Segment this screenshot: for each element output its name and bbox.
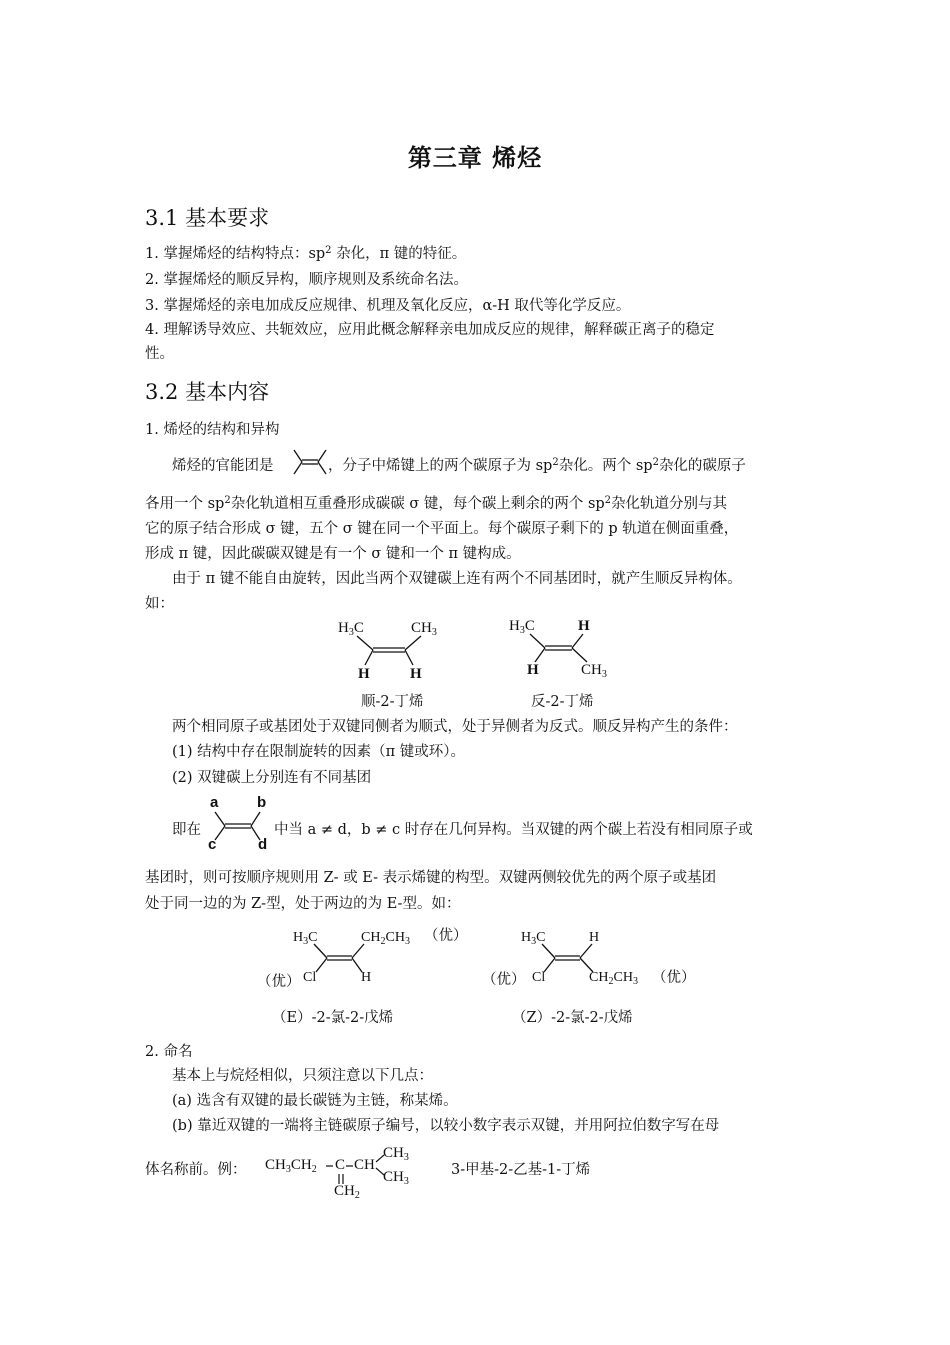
condition-1: (1) 结构中存在限制旋转的因素（π 键或环）。 (172, 744, 466, 760)
requirement-item-4-line1: 4. 理解诱导效应、共轭效应，应用此概念解释亲电加成反应的规律，解释碳正离子的稳定 (145, 322, 715, 338)
para-rotation-line2: 如： (145, 596, 174, 612)
example-ch2: $CH_2$ (334, 1183, 360, 1201)
para-sp2-line2: 各用一个 $sp^2$杂化轨道相互重叠形成碳碳 σ 键，每个碳上剩余的两个 $sp^2$杂化轨道分别与其 (145, 495, 728, 512)
requirement-item-3: 3. 掌握烯烃的亲电加成反应规律、机理及氧化反应，α-H 取代等化学反应。 (145, 298, 631, 314)
trans-h-right: H (578, 618, 590, 634)
abcd-b: b (257, 794, 267, 811)
cis-ch3: $CH_3$ (411, 620, 437, 638)
para-geometric-line3: 处于同一边的为 Z-型，处于两边的为 E-型。如： (145, 896, 461, 912)
para-geometric-a: 即在 (172, 822, 201, 838)
e-h: H (361, 970, 372, 985)
example-ch3-upper: $CH_3$ (383, 1145, 409, 1163)
trans-2-butene-label: 反-2-丁烯 (531, 694, 594, 710)
naming-rule-a: (a) 选含有双键的最长碳链为主链，称某烯。 (172, 1093, 458, 1109)
abcd-d: d (258, 836, 268, 853)
section-heading-3-1: 3.1 基本要求 (145, 206, 270, 230)
example-c: C (335, 1157, 346, 1173)
e-h3c: $H_3C$ (293, 930, 318, 947)
z-h: H (589, 930, 600, 945)
trans-h-left: H (527, 662, 539, 678)
z-priority-label-left: （优） (482, 972, 526, 988)
para-sp2-line4: 形成 π 键，因此碳碳双键是有一个 σ 键和一个 π 键构成。 (145, 546, 521, 562)
cis-2-butene-label: 顺-2-丁烯 (361, 694, 424, 710)
e-ch2ch3: $CH_2CH_3$ (361, 930, 410, 947)
condition-2: (2) 双键碳上分别连有不同基团 (172, 770, 372, 786)
para-sp2-line3: 它的原子结合形成 σ 键，五个 σ 键在同一个平面上。每个碳原子剩下的 p 轨道在侧面重叠， (145, 521, 739, 537)
naming-intro: 基本上与烷烃相似，只须注意以下几点： (172, 1068, 433, 1084)
para-functional-group-b: ，分子中烯键上的两个碳原子为 $sp^2$杂化。两个 $sp^2$杂化的碳原子 (328, 457, 746, 474)
e-cl: Cl (303, 970, 317, 985)
para-rotation-line1: 由于 π 键不能自由旋转，因此当两个双键碳上连有两个不同基团时，就产生顺反异构体。 (172, 571, 742, 587)
example-name: 3-甲基-2-乙基-1-丁烯 (451, 1162, 591, 1178)
e-priority-label-right: （优） (424, 928, 468, 944)
example-ch3ch2: $CH_3CH_2$ (265, 1157, 317, 1175)
abcd-c: c (208, 836, 217, 853)
para-geometric-line2: 基团时，则可按顺序规则用 Z- 或 E- 表示烯键的构型。双键两侧较优先的两个原子或基团 (145, 870, 717, 886)
para-cis-trans-definition: 两个相同原子或基团处于双键同侧者为顺式，处于异侧者为反式。顺反异构产生的条件： (172, 719, 738, 735)
trans-h3c: $H_3C$ (509, 618, 535, 636)
para-functional-group-a: 烯烃的官能团是 (172, 458, 274, 474)
naming-rule-b: (b) 靠近双键的一端将主链碳原子编号，以较小数字表示双键，并用阿拉伯数字写在母 (172, 1118, 720, 1134)
naming-rule-b-line2: 体名称前。例： (145, 1162, 247, 1178)
z-h3c: $H_3C$ (521, 930, 546, 947)
z-priority-label-right: （优） (652, 970, 696, 986)
z-ch2ch3: $CH_2CH_3$ (589, 970, 638, 987)
trans-ch3: $CH_3$ (581, 662, 607, 680)
e-isomer-label: （E）-2-氯-2-戊烯 (272, 1010, 394, 1026)
z-isomer-label: （Z）-2-氯-2-戊烯 (512, 1010, 633, 1026)
example-ch: CH (354, 1157, 375, 1173)
subsection-structure: 1. 烯烃的结构和异构 (145, 422, 280, 438)
cis-h-left: H (358, 666, 370, 682)
subsection-naming: 2. 命名 (145, 1044, 193, 1060)
abcd-a: a (210, 794, 219, 811)
cis-h3c: $H_3C$ (338, 620, 364, 638)
e-priority-label-left: （优） (257, 974, 301, 990)
cis-h-right: H (410, 666, 422, 682)
z-cl: Cl (532, 970, 546, 985)
requirement-item-1: 1. 掌握烯烃的结构特点：$sp^2$ 杂化，π 键的特征。 (145, 245, 467, 262)
section-heading-3-2: 3.2 基本内容 (145, 380, 270, 404)
example-ch3-lower: $CH_3$ (383, 1169, 409, 1187)
requirement-item-2: 2. 掌握烯烃的顺反异构，顺序规则及系统命名法。 (145, 272, 468, 288)
page-title: 第三章 烯烃 (407, 143, 543, 172)
requirement-item-4-line2: 性。 (145, 346, 174, 362)
para-geometric-b: 中当 a ≠ d，b ≠ c 时存在几何异构。当双键的两个碳上若没有相同原子或 (274, 822, 753, 838)
